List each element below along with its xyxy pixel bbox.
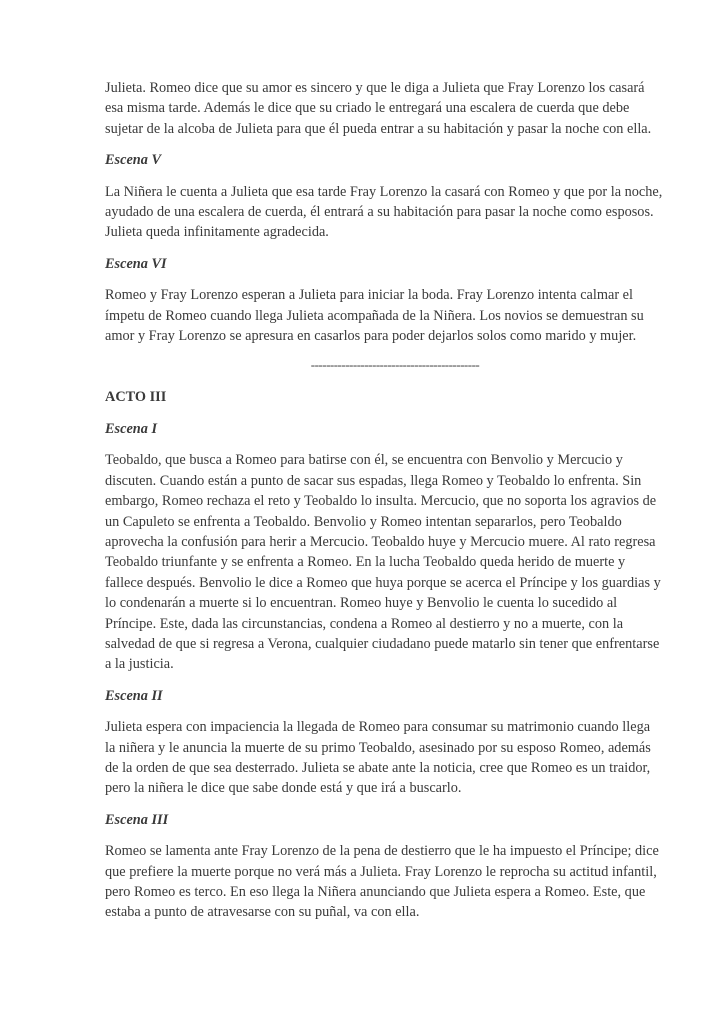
text-line: ímpetu de Romeo cuando llega Julieta acompañada de la Niñera. Los novios se demuestran su [105, 307, 644, 324]
text-line: Teobaldo triunfante y se enfrenta a Romeo. En la lucha Teobaldo queda herido de muerte y [105, 554, 626, 571]
section-divider: -------------------------------------------- [310, 357, 480, 373]
text-line: a la justicia. [105, 656, 174, 673]
paragraph-scene-v [105, 182, 685, 243]
text-line: pero la niñera le dice que sabe donde está y que irá a buscarlo. [105, 780, 462, 797]
scene-heading-i: Escena I [105, 420, 158, 437]
paragraph-scene-i [105, 450, 685, 674]
text-line: Julieta. Romeo dice que su amor es sincero y que le diga a Julieta que Fray Lorenzo los casará [105, 80, 645, 96]
text-line: fallece después. Benvolio le dice a Romeo que huya porque se acerca el Príncipe y los guardias y [105, 574, 661, 591]
paragraph-julieta-romeo [105, 78, 685, 139]
scene-heading-ii: Escena II [105, 687, 163, 704]
text-line: sujetar de la alcoba de Julieta para que él pueda entrar a su habitación y pasar la noche con ella. [105, 120, 652, 137]
text-line: Romeo se lamenta ante Fray Lorenzo de la pena de destierro que le ha impuesto el Príncipe; dice [105, 843, 659, 860]
text-line: aprovecha la confusión para herir a Mercucio. Teobaldo huye y Mercucio muere. Al rato regresa [105, 533, 656, 550]
text-line: estaba a punto de atravesarse con su puñal, va con ella. [105, 904, 420, 921]
text-line: esa misma tarde. Además le dice que su criado le entregará una escalera de cuerda que debe [105, 100, 630, 117]
text-line: salvedad de que si regresa a Verona, cualquier ciudadano puede matarlo sin tener que enfrentarse [105, 635, 660, 652]
act-heading-iii: ACTO III [105, 389, 167, 406]
text-line: lo condenarán a muerte si lo encuentran. Romeo huye y Benvolio le cuenta lo sucedido al [105, 595, 618, 612]
text-line: pero Romeo es terco. En eso llega la Niñera anunciando que Julieta espera a Romeo. Este, que [105, 884, 646, 900]
text-line: la niñera y le anuncia la muerte de su primo Teobaldo, asesinado por su esposo Romeo, además [105, 739, 651, 756]
text-line: embargo, Romeo rechaza el reto y Teobaldo lo insulta. Mercucio, que no soporta los agravios de [105, 493, 657, 510]
text-line: Julieta espera con impaciencia la llegada de Romeo para consumar su matrimonio cuando llega [105, 719, 651, 736]
scene-heading-v: Escena V [105, 152, 162, 169]
scene-heading-iii: Escena III [105, 811, 169, 828]
paragraph-scene-vi [105, 285, 685, 346]
scene-heading-vi: Escena VI [105, 255, 167, 272]
text-line: Julieta queda infinitamente agradecida. [105, 224, 329, 241]
text-line: un Capuleto se enfrenta a Teobaldo. Benvolio y Romeo intentan separarlos, pero Teobaldo [105, 513, 622, 530]
text-line: que prefiere la muerte porque no verá más a Julieta. Fray Lorenzo le reprocha su actitud infantil, [105, 863, 657, 880]
text-line: Romeo y Fray Lorenzo esperan a Julieta para iniciar la boda. Fray Lorenzo intenta calmar el [105, 287, 633, 304]
text-line: ayudado de una escalera de cuerda, él entrará a su habitación para pasar la noche como esposos. [105, 204, 654, 221]
text-line: amor y Fray Lorenzo se apresura en casarlos para poder dejarlos solos como marido y mujer. [105, 328, 637, 345]
text-line: Teobaldo, que busca a Romeo para batirse con él, se encuentra con Benvolio y Mercucio y [105, 452, 623, 469]
text-line: La Niñera le cuenta a Julieta que esa tarde Fray Lorenzo la casará con Romeo y que por la noche, [105, 183, 663, 200]
paragraph-scene-iii [105, 841, 685, 923]
document-page [105, 78, 685, 934]
text-line: Príncipe. Este, dada las circunstancias, condena a Romeo al destierro y no a muerte, con la [105, 615, 624, 632]
paragraph-scene-ii [105, 717, 685, 799]
text-line: discuten. Cuando están a punto de sacar sus espadas, llega Romeo y Teobaldo lo enfrenta. Sin [105, 472, 642, 489]
text-line: de la orden de que sea desterrado. Julieta se abate ante la noticia, cree que Romeo es un traidor, [105, 759, 651, 776]
